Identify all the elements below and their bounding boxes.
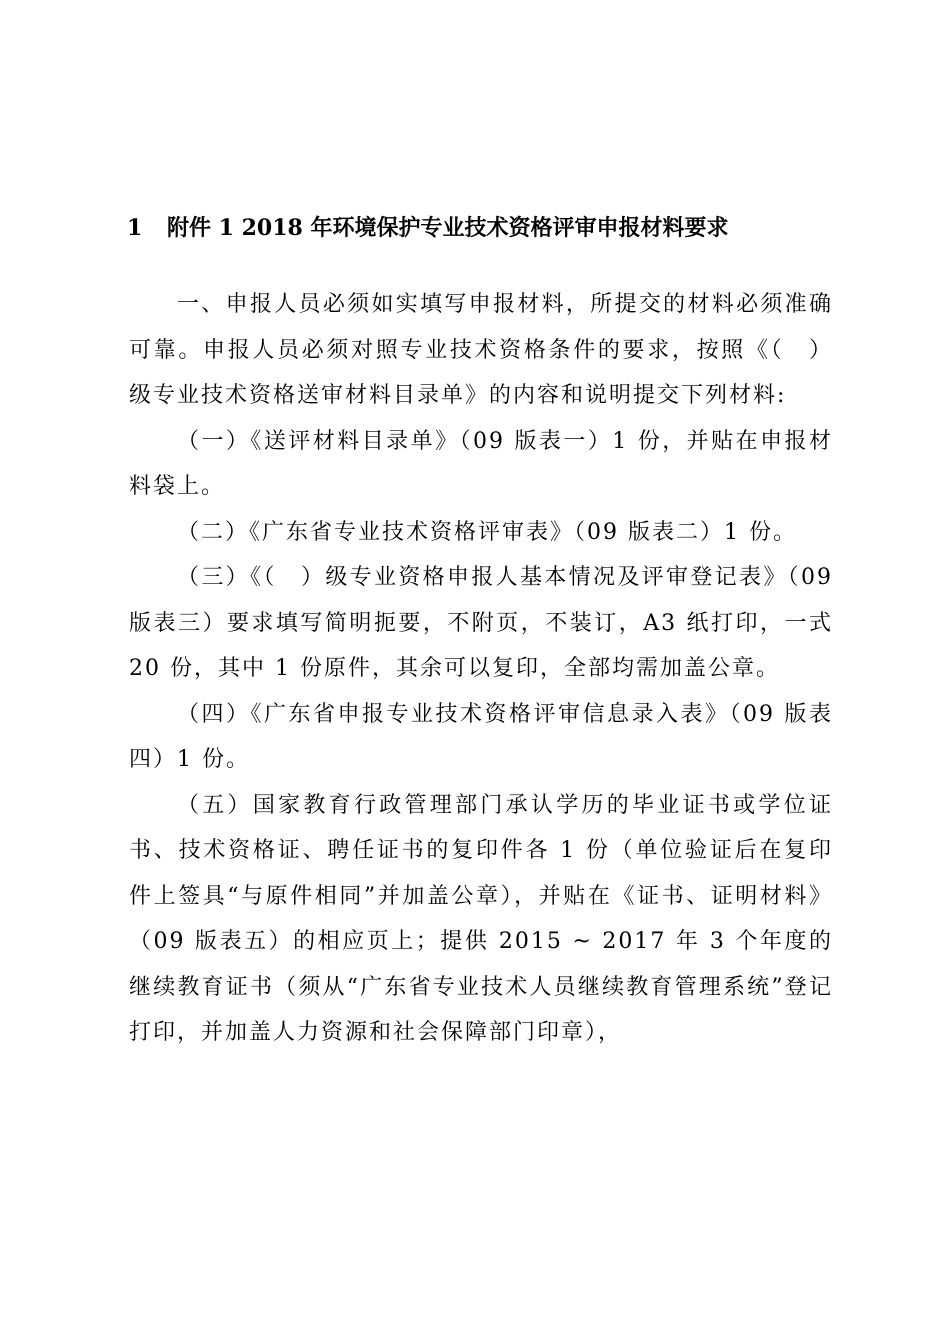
section-number: 1: [127, 215, 143, 241]
section-title: 附件 1 2018 年环境保护专业技术资格评审申报材料要求: [167, 215, 729, 241]
paragraph-item-4: （四）《广东省申报专业技术资格评审信息录入表》（09 版表四）1 份。: [129, 701, 833, 772]
paragraph-item-2: （二）《广东省专业技术资格评审表》（09 版表二）1 份。: [177, 519, 797, 545]
paragraph-intro: 一、申报人员必须如实填写申报材料，所提交的材料必须准确可靠。申报人员必须对照专业技术资格条件的要求，按照《（ ）级专业技术资格送审材料目录单》的内容和说明提交下列材料:: [129, 292, 833, 408]
document-body: [129, 282, 833, 1056]
paragraph-item-1: （一）《送评材料目录单》（09 版表一）1 份，并贴在申报材料袋上。: [129, 428, 833, 499]
paragraph-item-5: （五）国家教育行政管理部门承认学历的毕业证书或学位证书、技术资格证、聘任证书的复印件各 1 份（单位验证后在复印件上签具“与原件相同”并加盖公章），并贴在《证书、证明材料》（09 版表五）的相应页上；提供 2015 ~ 2017 年 3 个年度的继续教育证书（须从“广东省专业技术人员继续教育管理系统”登记打印，并加盖人力资源和社会保障部门印章），: [129, 792, 833, 1045]
section-heading: [127, 210, 847, 246]
paragraph-item-3: （三）《（ ）级专业资格申报人基本情况及评审登记表》（09 版表三）要求填写简明扼要，不附页，不装订，A3 纸打印，一式 20 份，其中 1 份原件，其余可以复印，全部均需加盖公章。: [129, 565, 833, 681]
